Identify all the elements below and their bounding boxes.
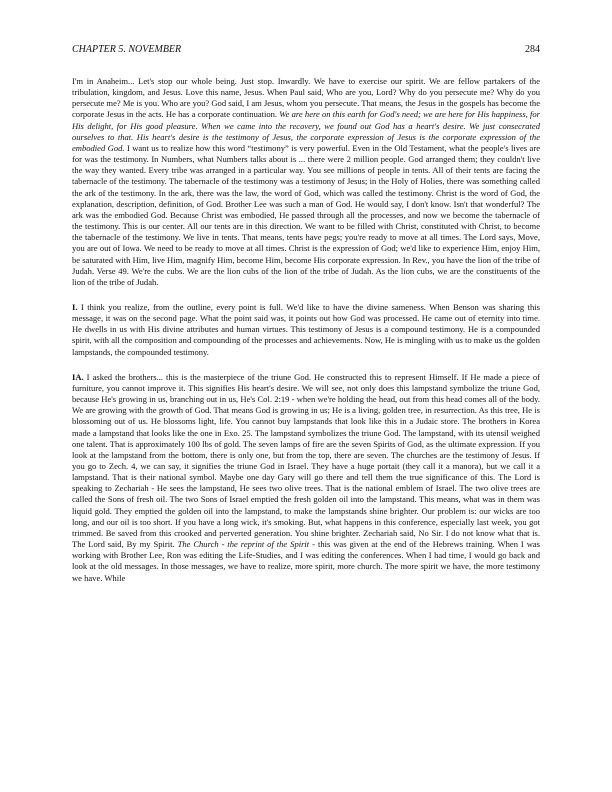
paragraph-text: - this was given at the end of the Hebrews training. When I was working with Brother Lee, Ron was editing the Life-Studies, and I was editing the conferences. When I had time, I would go back and look at the old messages. In those messages, we have to realize, more spirit, more church. The more spirit we have, the more testimony we have. While xyxy=(72,539,541,583)
paragraph-text: I want us to realize how this word “testimony” is very powerful. Even in the Old Testament, what the people's lives are for was the testimony. In Numbers, what Numbers talks about is ... there were 2 million people. God arranged them; they couldn't live the way they wanted. Every tribe was arranged in a particular way. You see millions of people in tents. All of their tents are facing the tabernacle of the testimony. The tabernacle of the testimony was a testimony of Jesus; in the Holy of Holies, there was something called the ark of the testimony. In the ark, there was the law, the word of God, which was called the testimony. Christ is the word of God, the explanation, description, definition, of God. Brother Lee was such a man of God. He would say, I don't know. Isn't that wonderful? The ark was the embodied God. Because Christ was embodied, He passed through all the processes, and now we become the tabernacle of the testimony. This is our center. All our tents are in this direction. We want to be filled with Christ, constituted with Christ, to become the tabernacle of the testimony. We live in tents. That means, tents have pegs; you're ready to move at all times. The Lord says, Move, you are out of Iowa. We need to be ready to move at all times. Christ is the expression of God; we'd like to experience Him, enjoy Him, be saturated with Him, live Him, magnify Him, become Him, become His corporate expression. In Rev., you have the lion of the tribe of Judah. Verse 49. We're the cubs. We are the lion cubs of the lion of the tribe of Judah. As the lion cubs, we are the constituents of the lion of the tribe of Judah. xyxy=(72,142,540,287)
paragraph-point-ia xyxy=(72,372,540,584)
outline-label: I. xyxy=(72,301,78,312)
page-number: 284 xyxy=(525,44,540,55)
outline-label: IA. xyxy=(72,371,84,382)
paragraph-text: I'm in Anaheim... Let's stop our whole being. Just stop. Inwardly. We have to exercise our spirit. We are fellow partakers of the tribulation, kingdom, and Jesus. Love this name, Jesus. When Paul said, Who are you, Lord? Why do you persecute me? Why do you persecute me? Me is you. Who are you? God said, I am Jesus, whom you persecute. That means, the Jesus in the gospels has become the corporate Jesus in the acts. He has a corporate continuation. xyxy=(72,76,540,120)
paragraph-point-i xyxy=(72,302,540,358)
paragraph-intro xyxy=(72,76,540,288)
italic-passage: We are here on this earth for God's need; we are here for His happiness, for His delight, for His good pleasure. When we came into the recovery, we found out God has a heart's desire. We just consecrated ourselves to that. His heart's desire is the testimony of Jesus, the corporate expression of Jesus is the corporate expression of the embodied God. xyxy=(72,109,540,153)
italic-passage: The Church - the reprint of the Spirit xyxy=(177,539,310,550)
page-header xyxy=(72,44,540,56)
paragraph-text: I asked the brothers... this is the masterpiece of the triune God. He constructed this to represent Himself. If He made a piece of furniture, you cannot improve it. This signifies His heart's desire. We will see, not only does this lampstand symbolize the triune God, because He's growing in us, branching out in us, He's Col. 2:19 - when we're holding the head, out from this head comes all of the body. We are growing with the growth of God. That means God is growing in us; He is a living, golden tree, in resurrection. As this tree, He is blossoming out of us. He blossoms light, life. You cannot buy lampstands that look like this in a Judaic store. The brothers in Korea made a lampstand that looks like the one in Exo. 25. The lampstand symbolizes the triune God. The lampstand, with its utensil weighed one talent. That is approximately 100 lbs of gold. The seven lamps of fire are the seven Spirits of God, as the ultimate expression. If you look at the lampstand from the bottom, there is only one, but from the top, there are seven. The churches are the testimony of Jesus. If you go to Zech. 4, we can say, it signifies the triune God in Israel. They have a huge portait (they call it a manora), but we call it a lampstand. That is their national symbol. Maybe one day Gary will go there and tell them the true significance of this. The Lord is speaking to Zechariah - He sees the lampstand, He sees two olive trees. That is the national emblem of Israel. The two olive trees are called the Sons of fresh oil. The two Sons of Israel emptied the fresh golden oil into the lampstand. This means, what was in them was liquid gold. They emptied the golden oil into the lampstand, to make the lampstands shine brighter. Our problem is: our wicks are too long, and our oil is too short. If you have a long wick, it's smoking. But, what happens in this conference, especially last week, you got trimmed. Be saved from this crooked and perverted generation. You shine brighter. Zechariah said, No Sir. I do not know what that is. The Lord said, By my Spirit. xyxy=(72,371,540,550)
chapter-title: CHAPTER 5. NOVEMBER xyxy=(72,44,182,55)
paragraph-text: I think you realize, from the outline, every point is full. We'd like to have the divine sameness. When Benson was sharing this message, it was on the second page. What the point said was, it points out how God was processed. He came out of eternity into time. He dwells in us with His divine attributes and human virtues. This testimony of Jesus is a compound testimony. He is a compounded spirit, with all the composition and compounding of the processes and achievements. Now, He is mingling with us to make us the golden lampstands, the compounded testimony. xyxy=(72,301,540,357)
document-page xyxy=(72,44,540,598)
